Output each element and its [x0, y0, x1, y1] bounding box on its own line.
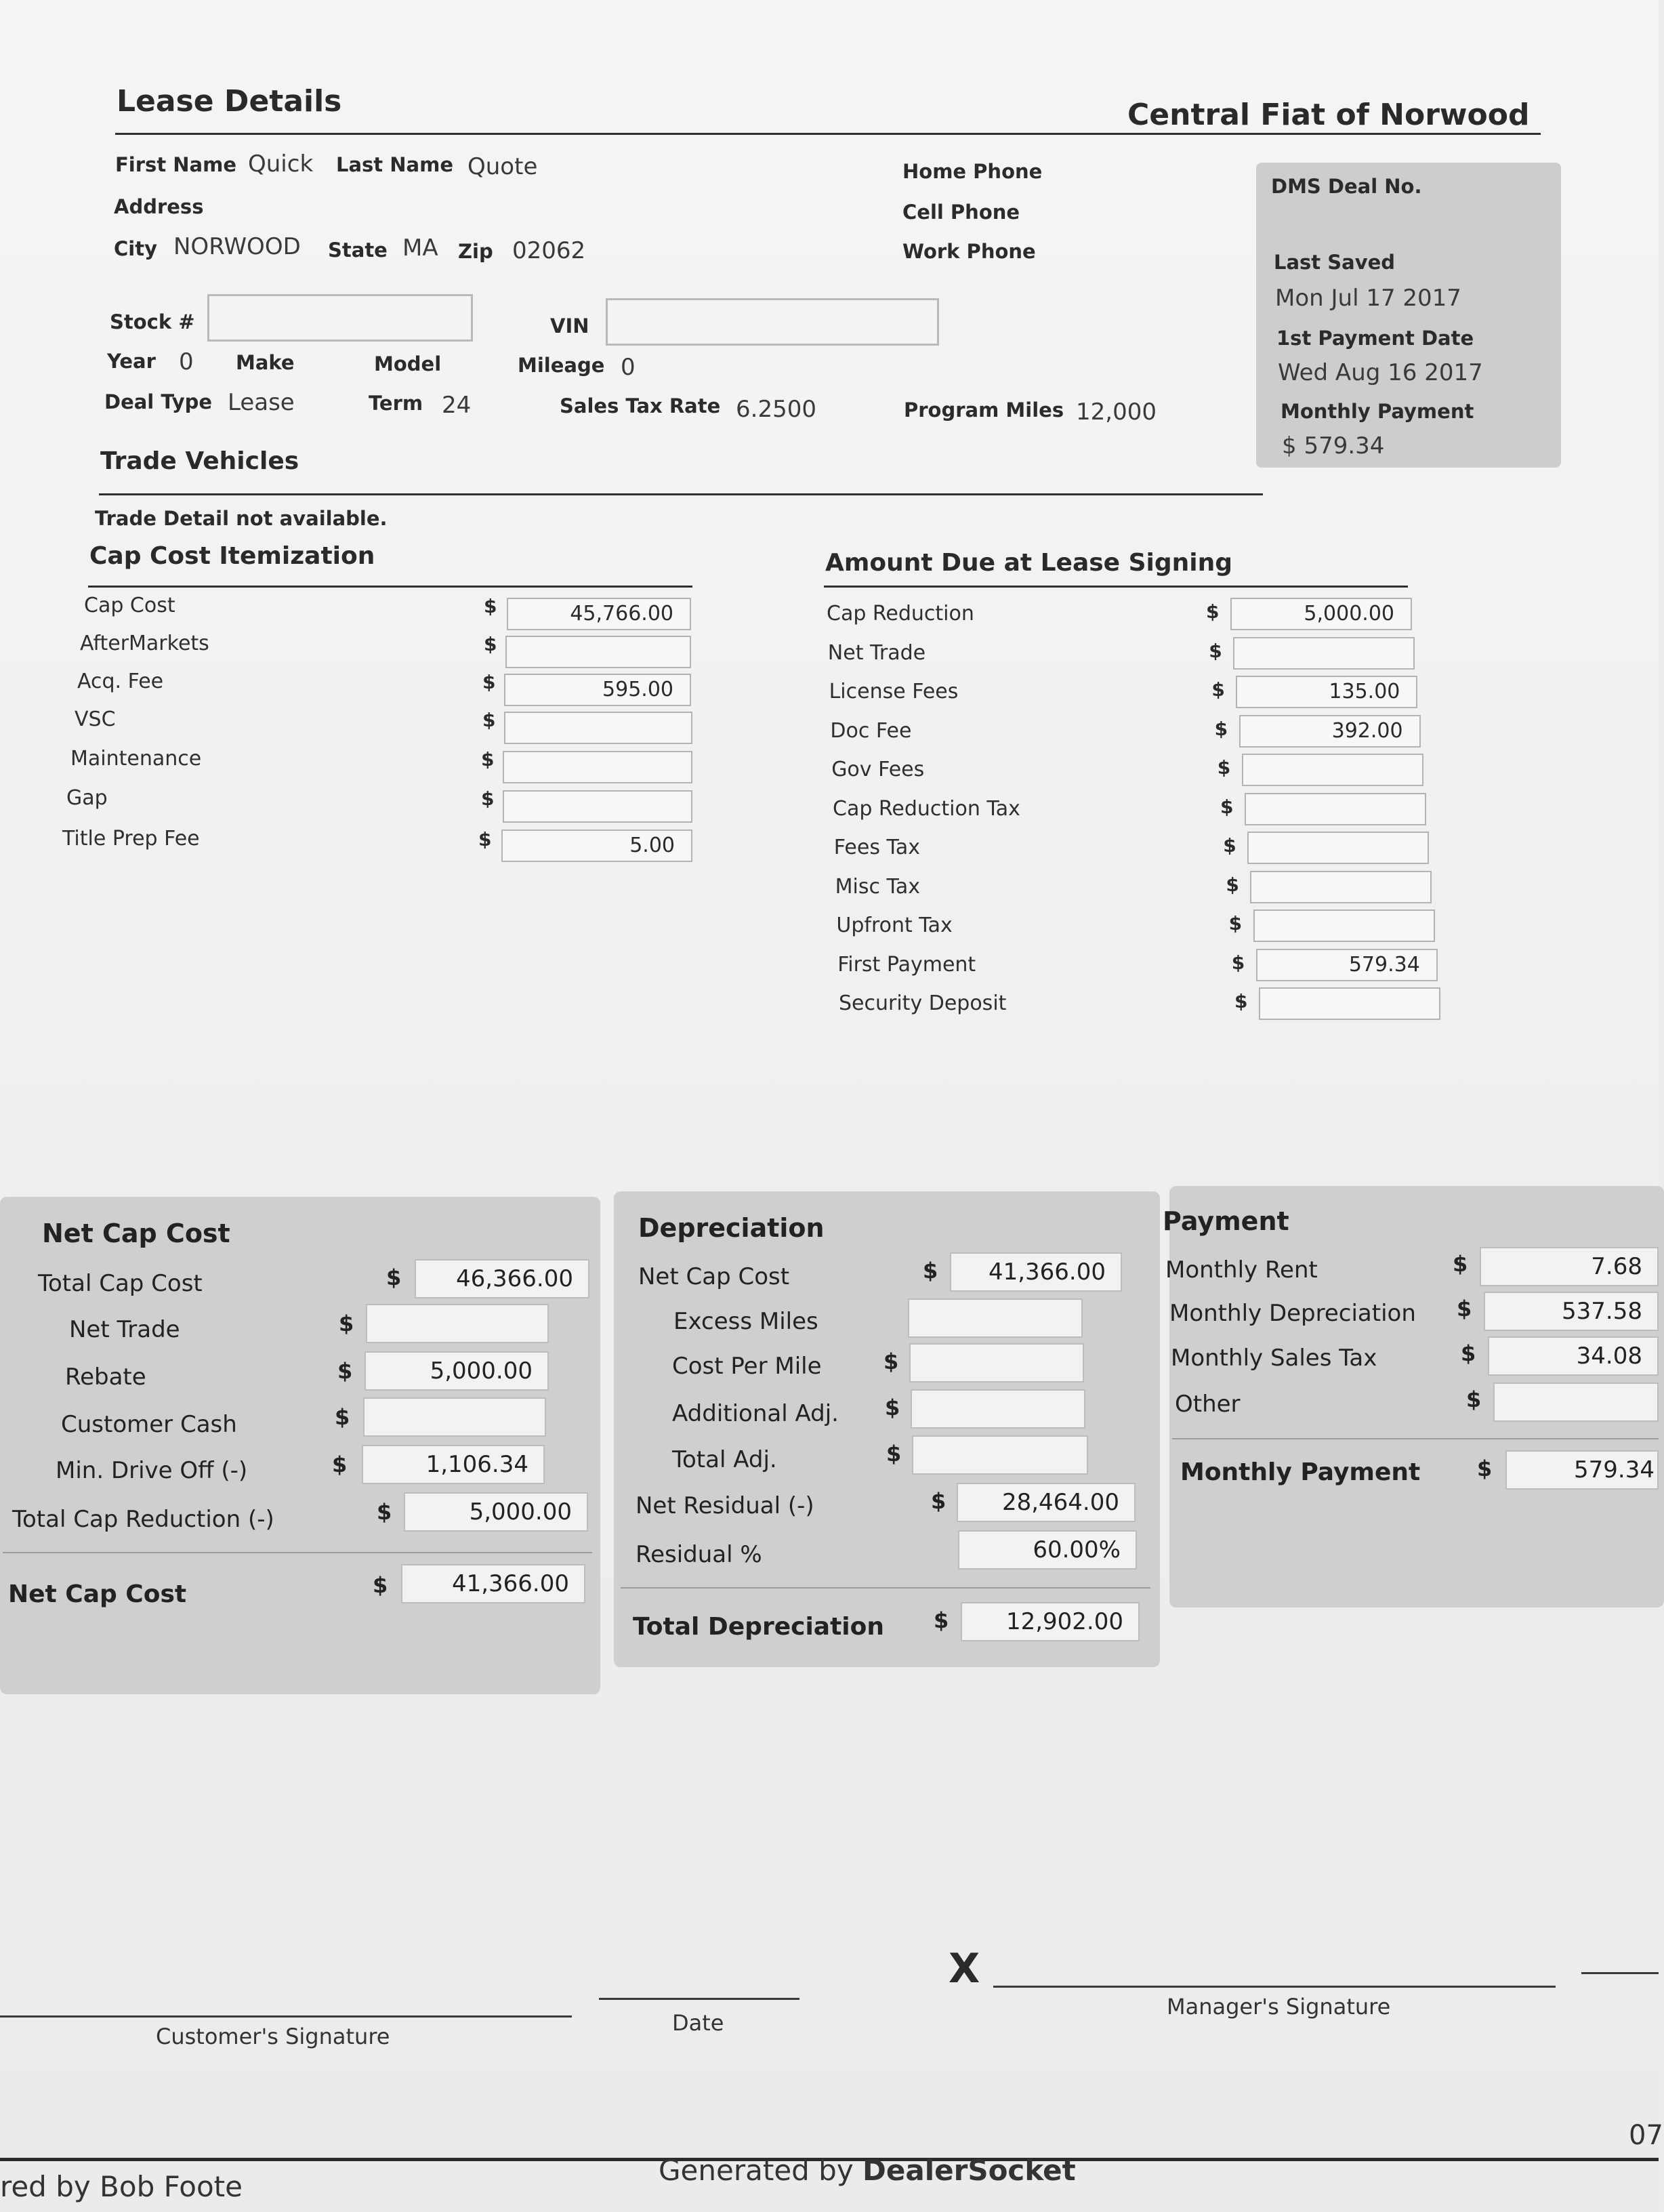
work-phone-label: Work Phone	[902, 240, 1036, 263]
due-gov-fees-field[interactable]	[1242, 754, 1423, 786]
cap-acq-fee-label: Acq. Fee	[77, 670, 164, 693]
due-misc-tax-field[interactable]	[1250, 871, 1432, 903]
dollar-sign: $	[1220, 795, 1234, 818]
make-label: Make	[236, 351, 295, 374]
additional-adj-field[interactable]	[911, 1389, 1085, 1429]
first-payment-value: Wed Aug 16 2017	[1278, 359, 1483, 386]
dollar-sign: $	[482, 709, 496, 731]
program-miles-value: 12,000	[1076, 398, 1157, 426]
zip-value: 02062	[512, 237, 586, 264]
first-name-label: First Name	[115, 153, 236, 176]
dealer-name: Central Fiat of Norwood	[1127, 98, 1530, 132]
dollar-sign: $	[886, 1441, 902, 1467]
last-name-value: Quote	[467, 153, 538, 180]
due-security-deposit-label: Security Deposit	[839, 991, 1007, 1015]
payment-monthly-payment-label: Monthly Payment	[1180, 1458, 1421, 1486]
dollar-sign: $	[1457, 1296, 1472, 1322]
header-rule	[115, 133, 1541, 135]
total-cap-reduction-label: Total Cap Reduction (-)	[12, 1506, 274, 1533]
cap-title-prep-fee-field[interactable]: 5.00	[501, 830, 692, 862]
cost-per-mile-label: Cost Per Mile	[672, 1353, 822, 1380]
cap-cap-cost-field[interactable]: 45,766.00	[507, 598, 691, 630]
depreciation-panel-title: Depreciation	[638, 1213, 825, 1243]
extra-signature-line	[1581, 1972, 1659, 1974]
state-value: MA	[402, 234, 438, 262]
rebate-field[interactable]: 5,000.00	[365, 1351, 549, 1391]
first-payment-label: 1st Payment Date	[1276, 327, 1474, 350]
generated-prefix: Generated by	[659, 2154, 863, 2187]
address-label: Address	[114, 195, 204, 218]
cap-aftermarkets-field[interactable]	[505, 636, 691, 668]
net-residual-field: 28,464.00	[957, 1483, 1136, 1522]
term-value: 24	[442, 392, 472, 419]
vin-field[interactable]	[606, 298, 939, 346]
manager-signature-line	[993, 1986, 1556, 1988]
dollar-sign: $	[339, 1311, 354, 1336]
dollar-sign: $	[386, 1265, 402, 1290]
first-name-value: Quick	[248, 150, 314, 178]
dollar-sign: $	[1477, 1456, 1493, 1481]
manager-signature-label: Manager's Signature	[1167, 1994, 1391, 2020]
monthly-rent-label: Monthly Rent	[1165, 1256, 1318, 1284]
due-cap-reduction-label: Cap Reduction	[827, 602, 974, 626]
program-miles-label: Program Miles	[904, 398, 1064, 422]
due-upfront-tax-field[interactable]	[1253, 909, 1435, 942]
monthly-depreciation-field: 537.58	[1484, 1292, 1659, 1331]
residual-pct-field: 60.00%	[958, 1530, 1137, 1570]
dollar-sign: $	[481, 787, 495, 810]
min-drive-off-field[interactable]: 1,106.34	[362, 1445, 545, 1484]
dollar-sign: $	[1228, 912, 1243, 935]
dollar-sign: $	[1206, 600, 1220, 623]
dollar-sign: $	[1214, 717, 1228, 740]
dollar-sign: $	[1231, 951, 1245, 974]
mileage-value: 0	[621, 354, 636, 381]
dollar-sign: $	[377, 1499, 392, 1525]
deal-type-value: Lease	[228, 389, 295, 416]
last-saved-label: Last Saved	[1274, 251, 1396, 274]
residual-pct-label: Residual %	[636, 1541, 762, 1568]
net-trade-label: Net Trade	[69, 1316, 180, 1343]
due-cap-reduction-field[interactable]: 5,000.00	[1230, 598, 1412, 630]
dms-deal-label: DMS Deal No.	[1271, 175, 1422, 198]
dollar-sign: $	[883, 1349, 899, 1374]
total-depreciation-field: 12,902.00	[961, 1602, 1140, 1641]
dollar-sign: $	[337, 1358, 353, 1384]
monthly-payment-label: Monthly Payment	[1281, 400, 1474, 423]
cell-phone-label: Cell Phone	[902, 201, 1020, 224]
cap-vsc-label: VSC	[75, 708, 116, 731]
customer-cash-label: Customer Cash	[61, 1411, 237, 1438]
generated-brand: DealerSocket	[862, 2154, 1076, 2187]
net-cap-cost-total-label: Net Cap Cost	[8, 1580, 187, 1608]
monthly-payment-value: $ 579.34	[1282, 432, 1385, 459]
vin-label: VIN	[550, 314, 589, 337]
due-doc-fee-label: Doc Fee	[830, 718, 912, 743]
due-cap-reduction-tax-label: Cap Reduction Tax	[833, 796, 1020, 821]
total-cap-reduction-field: 5,000.00	[404, 1492, 588, 1532]
total-depreciation-label: Total Depreciation	[633, 1613, 885, 1641]
dollar-sign: $	[1211, 678, 1225, 701]
net-cap-cost-panel-title: Net Cap Cost	[42, 1218, 230, 1248]
dollar-sign: $	[482, 671, 496, 693]
total-cap-cost-field: 46,366.00	[415, 1259, 589, 1298]
dollar-sign: $	[1223, 834, 1236, 857]
dollar-sign: $	[934, 1607, 949, 1633]
date-line	[599, 1998, 799, 2000]
due-net-trade-field[interactable]	[1233, 637, 1415, 670]
stock-label: Stock #	[110, 310, 195, 333]
tax-rate-value: 6.2500	[736, 396, 816, 423]
cost-per-mile-field[interactable]	[909, 1343, 1084, 1382]
cap-maintenance-field[interactable]	[503, 751, 692, 783]
net-residual-label: Net Residual (-)	[636, 1492, 814, 1519]
dollar-sign: $	[885, 1395, 900, 1420]
total-adj-label: Total Adj.	[672, 1446, 777, 1473]
prepared-by: red by Bob Foote	[0, 2170, 243, 2203]
other-label: Other	[1175, 1391, 1241, 1418]
total-adj-field	[912, 1435, 1088, 1475]
dollar-sign: $	[478, 828, 492, 851]
dollar-sign: $	[1461, 1340, 1476, 1366]
excess-miles-field[interactable]	[908, 1298, 1083, 1338]
monthly-sales-tax-label: Monthly Sales Tax	[1171, 1345, 1377, 1372]
trade-vehicles-title: Trade Vehicles	[100, 447, 299, 475]
rebate-label: Rebate	[65, 1364, 146, 1391]
due-doc-fee-field[interactable]: 392.00	[1239, 715, 1421, 747]
due-net-trade-label: Net Trade	[827, 640, 926, 665]
due-first-payment-label: First Payment	[837, 952, 976, 977]
mileage-label: Mileage	[518, 354, 605, 377]
stock-field[interactable]	[207, 294, 473, 342]
dollar-sign: $	[1453, 1251, 1468, 1277]
trade-rule	[99, 493, 1263, 495]
customer-signature-label: Customer's Signature	[156, 2024, 390, 2049]
net-trade-field[interactable]	[366, 1304, 549, 1343]
dollar-sign: $	[1234, 990, 1248, 1012]
dollar-sign: $	[1466, 1387, 1482, 1412]
cap-gap-field[interactable]	[503, 790, 692, 823]
due-fees-tax-field[interactable]	[1247, 832, 1429, 864]
excess-miles-label: Excess Miles	[673, 1308, 818, 1335]
payment-panel-title: Payment	[1163, 1206, 1289, 1236]
dep-net-cap-cost-field: 41,366.00	[950, 1252, 1122, 1292]
due-cap-reduction-tax-field[interactable]	[1245, 793, 1426, 825]
payment-monthly-payment-field: 579.34	[1505, 1450, 1659, 1490]
home-phone-label: Home Phone	[902, 160, 1043, 183]
year-label: Year	[107, 350, 156, 373]
date-label: Date	[672, 2010, 724, 2036]
customer-signature-line	[0, 2015, 572, 2018]
dollar-sign: $	[484, 595, 497, 617]
due-license-fees-label: License Fees	[829, 680, 959, 703]
page-title: Lease Details	[117, 84, 342, 119]
due-misc-tax-label: Misc Tax	[835, 874, 920, 899]
cap-cost-rule	[88, 586, 692, 588]
due-first-payment-field[interactable]: 579.34	[1256, 949, 1438, 981]
depreciation-separator	[621, 1587, 1150, 1589]
other-field[interactable]	[1493, 1382, 1659, 1422]
cap-acq-fee-field[interactable]: 595.00	[504, 674, 691, 706]
dep-net-cap-cost-label: Net Cap Cost	[638, 1263, 790, 1290]
cap-aftermarkets-label: AfterMarkets	[80, 632, 209, 655]
dollar-sign: $	[923, 1258, 938, 1284]
dollar-sign: $	[1217, 756, 1231, 779]
term-label: Term	[369, 392, 423, 415]
additional-adj-label: Additional Adj.	[672, 1400, 839, 1427]
dollar-sign: $	[484, 633, 497, 655]
page-number-fragment: 07	[1629, 2120, 1663, 2151]
cap-vsc-field[interactable]	[504, 712, 692, 744]
dollar-sign: $	[335, 1404, 350, 1430]
monthly-sales-tax-field: 34.08	[1488, 1336, 1659, 1376]
amount-due-title: Amount Due at Lease Signing	[825, 549, 1233, 577]
cap-cost-title: Cap Cost Itemization	[89, 542, 375, 570]
cap-cap-cost-label: Cap Cost	[84, 594, 175, 617]
net-cap-cost-separator	[3, 1552, 592, 1553]
monthly-depreciation-label: Monthly Depreciation	[1169, 1300, 1416, 1327]
amount-due-rule	[824, 586, 1408, 588]
signature-x-mark: X	[949, 1945, 980, 1992]
city-value: NORWOOD	[173, 233, 301, 260]
last-name-label: Last Name	[336, 153, 453, 176]
dollar-sign: $	[1209, 639, 1222, 662]
due-license-fees-field[interactable]: 135.00	[1236, 676, 1417, 708]
dollar-sign: $	[373, 1572, 388, 1598]
total-cap-cost-label: Total Cap Cost	[38, 1270, 203, 1297]
year-value: 0	[179, 348, 194, 375]
dollar-sign: $	[1226, 873, 1239, 896]
cap-title-prep-fee-label: Title Prep Fee	[62, 827, 200, 851]
net-cap-cost-total-field: 41,366.00	[401, 1564, 585, 1603]
payment-separator	[1172, 1438, 1659, 1439]
zip-label: Zip	[458, 240, 493, 263]
dollar-sign: $	[931, 1488, 947, 1514]
trade-note: Trade Detail not available.	[95, 507, 388, 530]
generated-by	[659, 2154, 1076, 2187]
customer-cash-field[interactable]	[363, 1397, 546, 1437]
tax-rate-label: Sales Tax Rate	[560, 394, 721, 417]
due-gov-fees-label: Gov Fees	[831, 758, 925, 781]
dollar-sign: $	[332, 1452, 348, 1477]
model-label: Model	[374, 352, 442, 375]
due-upfront-tax-label: Upfront Tax	[836, 914, 953, 937]
state-label: State	[328, 239, 388, 262]
last-saved-value: Mon Jul 17 2017	[1275, 285, 1461, 312]
city-label: City	[114, 237, 157, 260]
due-fees-tax-label: Fees Tax	[833, 836, 920, 859]
dollar-sign: $	[481, 748, 495, 771]
deal-type-label: Deal Type	[104, 390, 213, 413]
min-drive-off-label: Min. Drive Off (-)	[56, 1457, 248, 1484]
cap-maintenance-label: Maintenance	[70, 747, 202, 771]
cap-gap-label: Gap	[66, 786, 108, 810]
monthly-rent-field: 7.68	[1480, 1247, 1659, 1286]
due-security-deposit-field[interactable]	[1259, 987, 1440, 1020]
